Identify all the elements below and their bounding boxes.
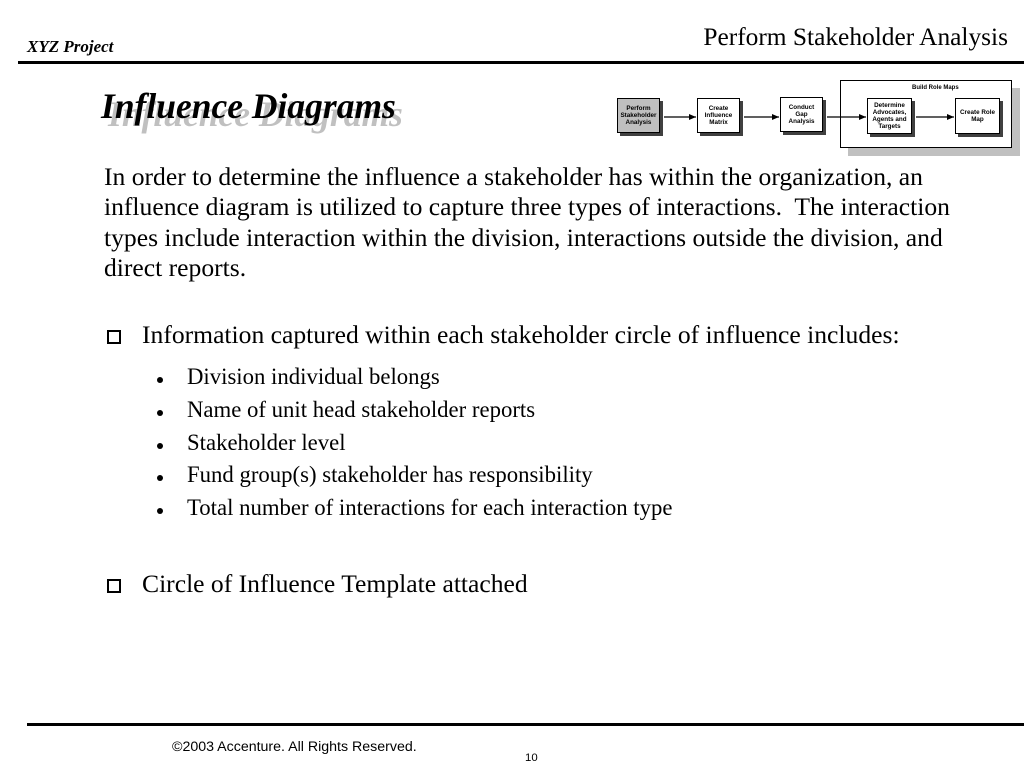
bullet-dot-icon [157, 410, 163, 416]
sub-bullet-item: Stakeholder level [187, 430, 346, 455]
process-step-label: Conduct Gap Analysis [788, 104, 815, 125]
footer-rule [27, 723, 1024, 726]
bullet-item: Information captured within each stakeholder circle of influence includes: [142, 320, 900, 349]
project-name: XYZ Project [27, 37, 114, 56]
bullet-dot-icon [157, 377, 163, 383]
bullet-dot-icon [157, 475, 163, 481]
sub-bullet-item: Total number of interactions for each interaction type [187, 495, 673, 520]
sub-bullet-item: Name of unit head stakeholder reports [187, 397, 536, 422]
process-step-label: Create Influence Matrix [704, 105, 733, 126]
process-group-label: Build Role Maps [912, 85, 959, 91]
bullet-dot-icon [157, 508, 163, 514]
sub-bullet-item: Division individual belongs [187, 364, 440, 389]
process-arrows [600, 70, 1024, 170]
copyright-notice: ©2003 Accenture. All Rights Reserved. [172, 739, 417, 755]
process-step-label: Create Role Map [960, 109, 995, 123]
process-step-label: Determine Advocates, Agents and Targets [872, 102, 907, 130]
sub-bullet-item: Fund group(s) stakeholder has responsibility [187, 462, 593, 487]
intro-paragraph: In order to determine the influence a stakeholder has within the organization, an influence diagram is utilized to capture three types of interactions. The interaction types include interaction within the division, interactions outside the division, and direct reports. [104, 162, 957, 283]
process-step-label: Perform Stakeholder Analysis [620, 105, 657, 126]
header-rule [18, 61, 1024, 64]
page-number: 10 [525, 752, 538, 764]
checkbox-square-icon [107, 579, 121, 593]
checkbox-square-icon [107, 330, 121, 344]
bullet-dot-icon [157, 443, 163, 449]
slide-title: Influence Diagrams [101, 86, 396, 126]
section-title: Perform Stakeholder Analysis [703, 23, 1008, 51]
bullet-item: Circle of Influence Template attached [142, 569, 528, 598]
